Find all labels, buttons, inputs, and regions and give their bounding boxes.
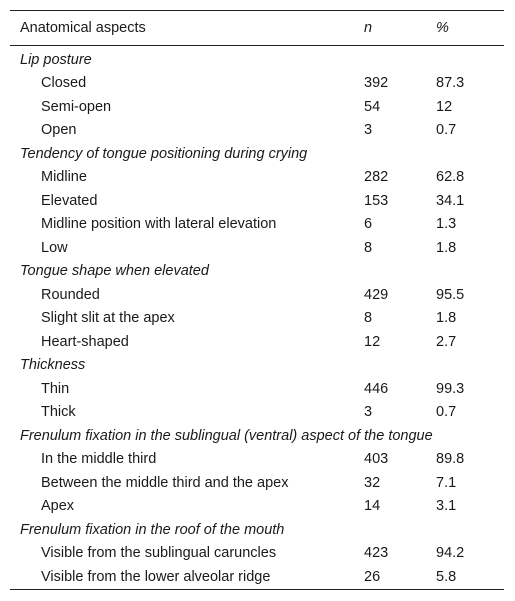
row-label: Apex [41, 498, 75, 515]
row-n: 14 [364, 498, 381, 515]
row-n: 3 [364, 122, 373, 139]
group-row [10, 260, 504, 284]
table-body [10, 46, 504, 590]
group-row [10, 354, 504, 378]
table-row [10, 377, 504, 401]
group-title: Lip posture [20, 51, 92, 68]
table-row [10, 448, 504, 472]
group-title: Frenulum fixation in the sublingual (ventral) aspect of the tongue [20, 427, 433, 444]
table-row [10, 189, 504, 213]
group-title: Tendency of tongue positioning during crying [20, 145, 308, 162]
row-label: Thin [41, 380, 70, 397]
row-percent: 3.1 [436, 498, 457, 515]
row-label: Slight slit at the apex [41, 310, 175, 327]
row-percent: 94.2 [436, 545, 465, 562]
header-anatomical-aspects: Anatomical aspects [10, 11, 364, 46]
header-n: n [364, 11, 436, 46]
row-n: 3 [364, 404, 373, 421]
row-label: Elevated [41, 192, 98, 209]
row-percent: 1.8 [436, 310, 457, 327]
table-row [10, 565, 504, 589]
row-n: 282 [364, 169, 389, 186]
table-row [10, 330, 504, 354]
row-percent: 12 [436, 98, 453, 115]
row-percent: 5.8 [436, 565, 504, 589]
table-header [10, 11, 504, 46]
table-row [10, 236, 504, 260]
row-n: 12 [364, 333, 381, 350]
group-row [10, 424, 504, 448]
row-n: 446 [364, 380, 389, 397]
group-title: Thickness [20, 357, 86, 374]
row-n: 6 [364, 216, 373, 233]
row-percent: 89.8 [436, 451, 465, 468]
row-n: 153 [364, 192, 389, 209]
table-row [10, 307, 504, 331]
row-percent: 62.8 [436, 169, 465, 186]
group-row [10, 142, 504, 166]
table-row [10, 166, 504, 190]
header-percent: % [436, 11, 504, 46]
row-percent: 87.3 [436, 75, 465, 92]
row-percent: 2.7 [436, 333, 457, 350]
table-row [10, 471, 504, 495]
row-n: 54 [364, 98, 381, 115]
row-label: Between the middle third and the apex [41, 474, 289, 491]
row-label: Closed [41, 75, 87, 92]
row-n: 392 [364, 75, 389, 92]
row-n: 8 [364, 239, 373, 256]
group-row [10, 46, 504, 72]
header-row [10, 11, 504, 46]
row-percent: 99.3 [436, 380, 465, 397]
row-n: 403 [364, 451, 389, 468]
row-n: 429 [364, 286, 389, 303]
row-percent: 1.8 [436, 239, 457, 256]
table-row [10, 542, 504, 566]
group-title: Tongue shape when elevated [20, 263, 209, 280]
table-row [10, 119, 504, 143]
row-label: Low [41, 239, 68, 256]
table-row [10, 495, 504, 519]
table-row [10, 213, 504, 237]
group-row [10, 518, 504, 542]
row-label: Visible from the lower alveolar ridge [10, 565, 364, 589]
row-label: Rounded [41, 286, 100, 303]
row-percent: 34.1 [436, 192, 465, 209]
group-title: Frenulum fixation in the roof of the mouth [20, 521, 285, 538]
row-percent: 0.7 [436, 122, 457, 139]
table-row [10, 401, 504, 425]
row-label: Visible from the sublingual caruncles [41, 545, 277, 562]
row-percent: 95.5 [436, 286, 465, 303]
row-n: 423 [364, 545, 389, 562]
row-n: 26 [364, 565, 436, 589]
row-percent: 7.1 [436, 474, 457, 491]
row-label: Open [41, 122, 77, 139]
row-percent: 0.7 [436, 404, 457, 421]
row-label: In the middle third [41, 451, 157, 468]
row-label: Semi-open [41, 98, 112, 115]
table-row [10, 95, 504, 119]
row-label: Midline position with lateral elevation [41, 216, 277, 233]
row-label: Heart-shaped [41, 333, 129, 350]
row-label: Thick [41, 404, 76, 421]
anatomical-aspects-table [10, 10, 504, 590]
row-n: 8 [364, 310, 373, 327]
row-label: Midline [41, 169, 87, 186]
table-row [10, 283, 504, 307]
row-percent: 1.3 [436, 216, 457, 233]
row-n: 32 [364, 474, 381, 491]
table-row [10, 72, 504, 96]
